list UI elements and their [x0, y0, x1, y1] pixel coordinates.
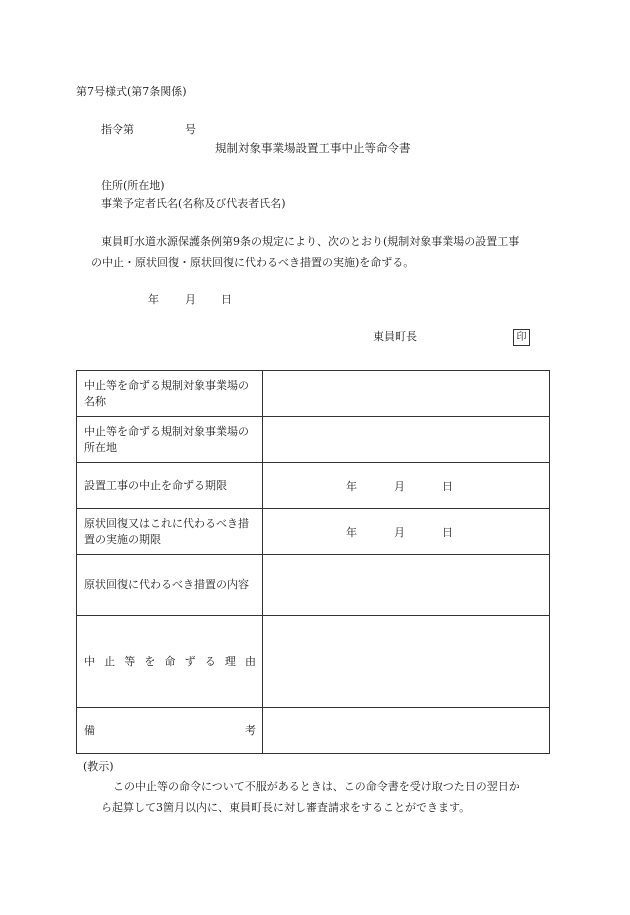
- row-value-reason[interactable]: [263, 616, 550, 708]
- date-month: 月: [185, 293, 196, 306]
- row-value-facility-name[interactable]: [263, 371, 550, 417]
- row-label-facility-location: 中止等を命ずる規制対象事業場の所在地: [77, 417, 263, 463]
- issuer-title: 東員町長: [373, 330, 417, 343]
- reason-char: 命: [164, 654, 176, 668]
- official-seal-icon: 印: [513, 329, 530, 346]
- remarks-char: 備: [84, 723, 95, 737]
- date-day: 日: [221, 293, 232, 306]
- table-row: [77, 463, 550, 509]
- table-row: [77, 708, 550, 754]
- reason-char: 由: [245, 654, 256, 668]
- order-number-prefix: 指令第: [101, 123, 134, 136]
- document-title: 規制対象事業場設置工事中止等命令書: [215, 141, 411, 155]
- row-label-restoration-deadline: 原状回復又はこれに代わるべき措置の実施の期限: [77, 509, 263, 555]
- row-label-remarks: [77, 708, 263, 754]
- date-year: 年: [148, 293, 159, 306]
- instruction-line-1: この中止等の命令について不服があるときは、この命令書を受け取つた日の翌日か: [113, 780, 520, 793]
- row-label-alternative-measure: 原状回復に代わるべき措置の内容: [77, 555, 263, 616]
- instruction-line-2: ら起算して3箇月以内に、東員町長に対し審査請求をすることができます。: [101, 801, 471, 814]
- reason-char: を: [144, 654, 156, 668]
- order-number-suffix: 号: [185, 123, 196, 136]
- reason-char: 中: [84, 654, 95, 668]
- row-value-suspension-deadline[interactable]: [263, 463, 550, 509]
- row-value-alternative-measure[interactable]: [263, 555, 550, 616]
- table-row: [77, 555, 550, 616]
- deadline-day: 日: [442, 479, 453, 493]
- table-row: [77, 509, 550, 555]
- restoration-month: 月: [394, 525, 405, 539]
- form-number: 第7号様式(第7条関係): [76, 85, 187, 98]
- row-value-restoration-deadline[interactable]: [263, 509, 550, 555]
- body-text-line-1: 東員町水道水源保護条例第9条の規定により、次のとおり(規制対象事業場の設置工事: [101, 235, 520, 248]
- remarks-char: 考: [245, 723, 256, 737]
- row-label-suspension-deadline: 設置工事の中止を命ずる期限: [77, 463, 263, 509]
- address-label: 住所(所在地): [101, 179, 165, 192]
- table-row: [77, 371, 550, 417]
- order-details-table: [76, 370, 550, 754]
- reason-char: 止: [104, 654, 116, 668]
- reason-char: る: [204, 654, 216, 668]
- reason-char: 理: [224, 654, 236, 668]
- table-row: [77, 616, 550, 708]
- name-label: 事業予定者氏名(名称及び代表者氏名): [101, 197, 286, 210]
- deadline-year: 年: [346, 479, 357, 493]
- row-label-facility-name: 中止等を命ずる規制対象事業場の名称: [77, 371, 263, 417]
- restoration-year: 年: [346, 525, 357, 539]
- row-label-reason: [77, 616, 263, 708]
- table-row: [77, 417, 550, 463]
- reason-char: 等: [124, 654, 136, 668]
- restoration-day: 日: [442, 525, 453, 539]
- row-value-remarks[interactable]: [263, 708, 550, 754]
- instruction-heading: (教示): [83, 760, 114, 773]
- deadline-month: 月: [394, 479, 405, 493]
- reason-char: ず: [184, 654, 196, 668]
- row-value-facility-location[interactable]: [263, 417, 550, 463]
- body-text-line-2: の中止・原状回復・原状回復に代わるべき措置の実施)を命ずる。: [91, 256, 415, 269]
